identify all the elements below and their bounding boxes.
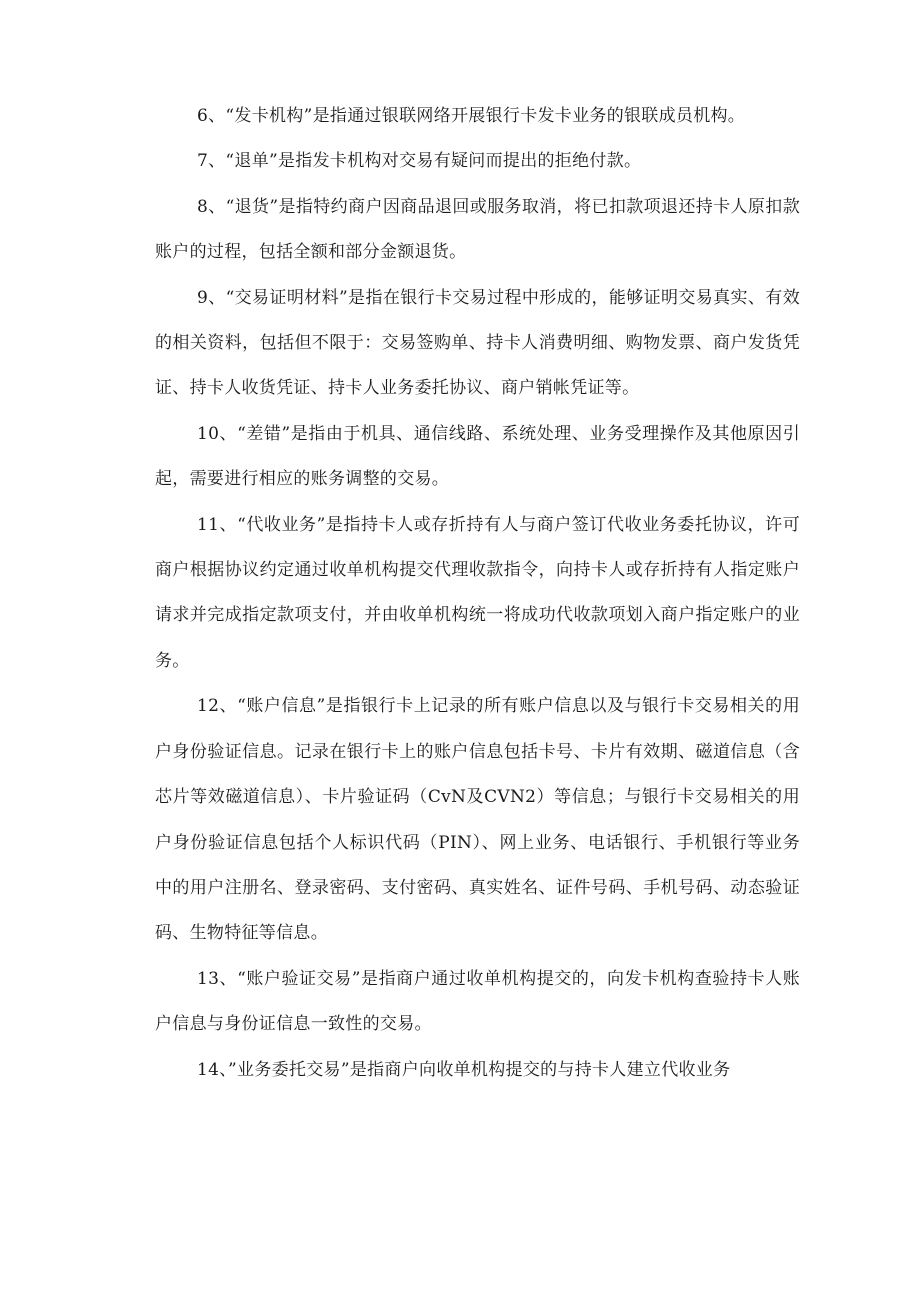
paragraph-7: 7、“退单”是指发卡机构对交易有疑问而提出的拒绝付款。	[197, 151, 642, 172]
paragraph-9: 9、“交易证明材料”是指在银行卡交易过程中形成的，能够证明交易真实、有效的相关资料，包括但不限于：交易签购单、持卡人消费明细、购物发票、商户发货凭证、持卡人收货凭证、持卡人业务委托协议、商户销帐凭证等。	[155, 287, 800, 399]
document-body	[155, 94, 800, 1093]
paragraph-10: 10、“差错”是指由于机具、通信线路、系统处理、业务受理操作及其他原因引起，需要进行相应的账务调整的交易。	[155, 423, 800, 490]
paragraph-14: 14、”业务委托交易”是指商户向收单机构提交的与持卡人建立代收业务	[197, 1059, 731, 1080]
paragraph-8: 8、“退货”是指特约商户因商品退回或服务取消，将已扣款项退还持卡人原扣款账户的过程，包括全额和部分金额退货。	[155, 196, 800, 263]
paragraph-12: 12、“账户信息”是指银行卡上记录的所有账户信息以及与银行卡交易相关的用户身份验证信息。记录在银行卡上的账户信息包括卡号、卡片有效期、磁道信息（含芯片等效磁道信息）、卡片验证码（CvN及CVN2）等信息；与银行卡交易相关的用户身份验证信息包括个人标识代码（PIN）、网上业务、电话银行、手机银行等业务中的用户注册名、登录密码、支付密码、真实姓名、证件号码、手机号码、动态验证码、生物特征等信息。	[155, 696, 800, 944]
paragraph-6: 6、“发卡机构”是指通过银联网络开展银行卡发卡业务的银联成员机构。	[197, 106, 746, 126]
paragraph-11: 11、“代收业务”是指持卡人或存折持有人与商户签订代收业务委托协议，许可商户根据协议约定通过收单机构提交代理收款指令，向持卡人或存折持有人指定账户请求并完成指定款项支付，并由收单机构统一将成功代收款项划入商户指定账户的业务。	[155, 514, 800, 671]
paragraph-13: 13、“账户验证交易”是指商户通过收单机构提交的，向发卡机构查验持卡人账户信息与身份证信息一致性的交易。	[155, 968, 800, 1035]
